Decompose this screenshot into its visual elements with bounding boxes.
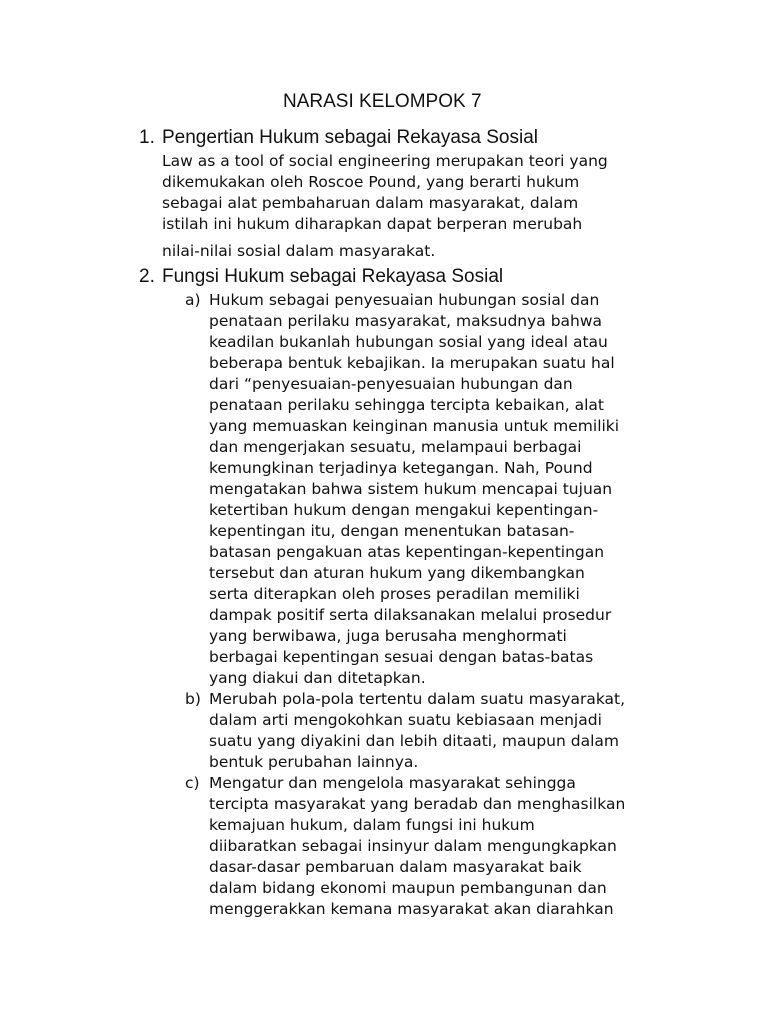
- paragraph-line: dampak positif serta dilaksanakan melalui prosedur: [209, 606, 612, 624]
- paragraph-line: Law as a tool of social engineering merupakan teori yang: [162, 152, 608, 170]
- paragraph-line: diibaratkan sebagai insinyur dalam mengungkapkan: [209, 837, 617, 855]
- paragraph-line: tersebut dan aturan hukum yang dikembangkan: [209, 564, 585, 582]
- paragraph-line: batasan pengakuan atas kepentingan-kepentingan: [209, 543, 605, 561]
- paragraph-line: dalam bidang ekonomi maupun pembangunan dan: [209, 879, 607, 897]
- paragraph-line: keadilan bukanlah hubungan sosial yang ideal atau: [209, 333, 608, 351]
- paragraph-line: Mengatur dan mengelola masyarakat sehingga: [209, 774, 576, 792]
- paragraph-line: Merubah pola-pola tertentu dalam suatu masyarakat,: [209, 690, 626, 708]
- section-2-heading: [139, 265, 503, 289]
- section-2-number: 2.: [139, 266, 155, 287]
- list-item-a-marker: a): [185, 291, 201, 309]
- paragraph-line: ketertiban hukum dengan mengakui kepentingan-: [209, 501, 599, 519]
- paragraph-line: bentuk perubahan lainnya.: [209, 753, 419, 771]
- paragraph-line: dari “penyesuaian-penyesuaian hubungan dan: [209, 375, 573, 393]
- list-item-c-marker: c): [185, 774, 200, 792]
- document-title: NARASI KELOMPOK 7: [283, 91, 482, 112]
- paragraph-line: yang diakui dan ditetapkan.: [209, 669, 426, 687]
- paragraph-line: penataan perilaku sehingga tercipta kebaikan, alat: [209, 396, 604, 414]
- list-item-a-text: [209, 290, 619, 689]
- paragraph-line: suatu yang diyakini dan lebih ditaati, maupun dalam: [209, 732, 620, 750]
- paragraph-line: berbagai kepentingan sesuai dengan batas-batas: [209, 648, 594, 666]
- paragraph-line: yang memuaskan keinginan manusia untuk memiliki: [209, 417, 620, 435]
- paragraph-line: penataan perilaku masyarakat, maksudnya bahwa: [209, 312, 603, 330]
- paragraph-line: serta diterapkan oleh proses peradilan memiliki: [209, 585, 580, 603]
- paragraph-line: sebagai alat pembaharuan dalam masyarakat, dalam: [162, 194, 579, 212]
- paragraph-line: dan mengerjakan sesuatu, melampaui berbagai: [209, 438, 582, 456]
- paragraph-line: tercipta masyarakat yang beradab dan menghasilkan: [209, 795, 626, 813]
- paragraph-line: dasar-dasar pembaruan dalam masyarakat baik: [209, 858, 582, 876]
- paragraph-line: dikemukakan oleh Roscoe Pound, yang berarti hukum: [162, 173, 580, 191]
- paragraph-line: nilai-nilai sosial dalam masyarakat.: [162, 242, 436, 260]
- paragraph-line: kemungkinan terjadinya ketegangan. Nah, Pound: [209, 459, 593, 477]
- paragraph-line: istilah ini hukum diharapkan dapat berperan merubah: [162, 215, 583, 233]
- paragraph-line: dalam arti mengokohkan suatu kebiasaan menjadi: [209, 711, 602, 729]
- paragraph-line: Hukum sebagai penyesuaian hubungan sosial dan: [209, 291, 600, 309]
- paragraph-line: kepentingan itu, dengan menentukan batasan-: [209, 522, 575, 540]
- list-item-b-text: [209, 689, 625, 773]
- paragraph-line: beberapa bentuk kebajikan. Ia merupakan suatu hal: [209, 354, 615, 372]
- paragraph-line: yang berwibawa, juga berusaha menghormati: [209, 627, 567, 645]
- paragraph-line: mengatakan bahwa sistem hukum mencapai tujuan: [209, 480, 613, 498]
- section-1-paragraph: [162, 151, 608, 262]
- paragraph-line: kemajuan hukum, dalam fungsi ini hukum: [209, 816, 535, 834]
- section-2-title: Fungsi Hukum sebagai Rekayasa Sosial: [162, 266, 504, 287]
- list-item-c-text: [209, 773, 625, 920]
- list-item-b-marker: b): [185, 690, 201, 708]
- section-1-number: 1.: [139, 127, 155, 148]
- section-1-heading: [139, 126, 538, 150]
- paragraph-line: menggerakkan kemana masyarakat akan diarahkan: [209, 900, 614, 918]
- section-1-title: Pengertian Hukum sebagai Rekayasa Sosial: [162, 127, 538, 148]
